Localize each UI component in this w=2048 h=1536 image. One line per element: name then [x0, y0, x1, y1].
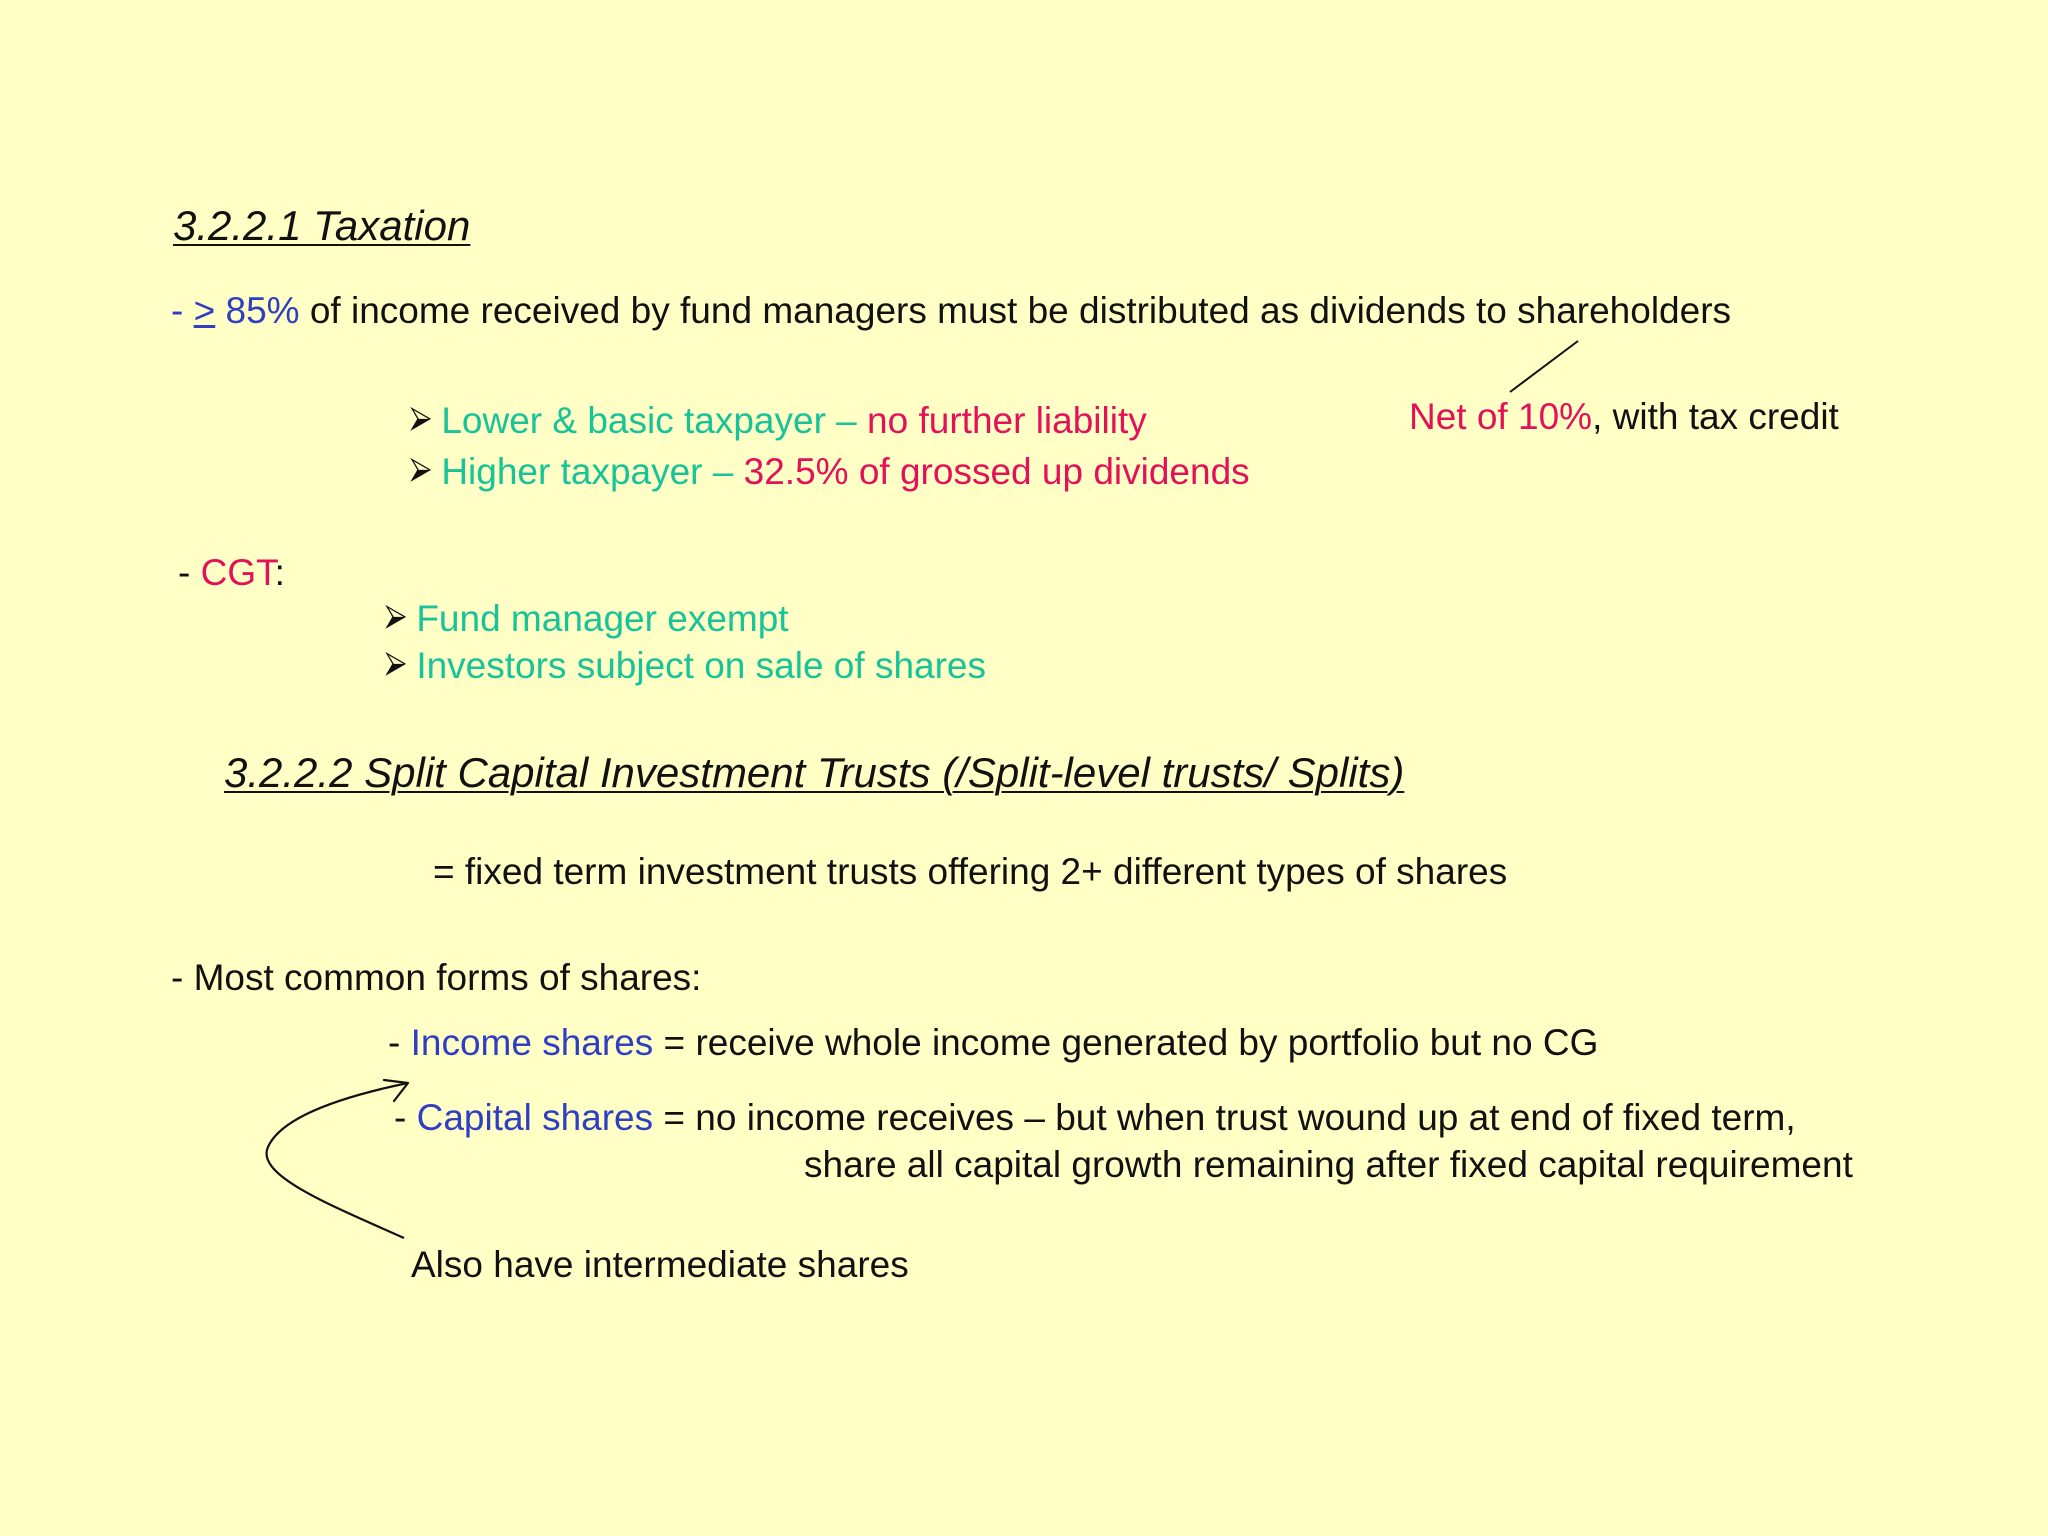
forms-label: - Most common forms of shares: — [171, 957, 702, 998]
annotation-pointer-line — [1510, 341, 1578, 392]
capital-shares-line-2: share all capital growth remaining after fixed capital requirement — [804, 1144, 1853, 1185]
dash: - — [171, 290, 194, 331]
bullet-sep: – — [825, 400, 868, 441]
capital-shares-sep: – — [1024, 1097, 1045, 1138]
annotation-highlight: Net of 10% — [1409, 396, 1593, 437]
bullet-label: Investors subject on sale of shares — [416, 645, 987, 686]
arrowhead-bullet-icon: ⮚ — [385, 599, 407, 632]
bullet-item — [385, 645, 986, 688]
section2-heading: 3.2.2.2 Split Capital Investment Trusts (/Split-level trusts/ Splits) — [224, 749, 1405, 796]
distribution-rule-text: of income received by fund managers must be distributed as dividends to shareholders — [299, 290, 1732, 331]
capital-shares-line — [394, 1097, 1796, 1140]
bullet-item — [410, 451, 1250, 494]
bullet-label: Lower & basic taxpayer — [441, 400, 826, 441]
definition: = fixed term investment trusts offering 2+ different types of shares — [433, 851, 1508, 892]
annotation-text: , with tax credit — [1592, 396, 1839, 437]
dash: - — [178, 552, 201, 593]
intermediate-shares-note: Also have intermediate shares — [411, 1244, 909, 1285]
capital-shares-text-2: but when trust wound up at end of fixed term, — [1044, 1097, 1796, 1138]
curved-arrow-icon — [267, 1080, 408, 1238]
dash: - — [394, 1097, 417, 1138]
bullet-value: 32.5% of grossed up dividends — [743, 451, 1250, 492]
bullet-label: Higher taxpayer — [441, 451, 703, 492]
bullet-label: Fund manager exempt — [416, 598, 789, 639]
bullet-sep: – — [702, 451, 744, 492]
cgt-label: CGT — [200, 552, 275, 593]
income-shares-text: = receive whole income generated by portfolio but no CG — [653, 1022, 1599, 1063]
distribution-rule — [171, 290, 1731, 333]
section1-heading: 3.2.2.1 Taxation — [173, 202, 471, 249]
arrowhead-bullet-icon: ⮚ — [410, 401, 432, 434]
arrowhead-bullet-icon: ⮚ — [385, 646, 407, 679]
ge-symbol: > — [193, 290, 216, 331]
dash: - — [388, 1022, 411, 1063]
tax-credit-annotation — [1409, 396, 1839, 439]
bullet-item — [385, 598, 789, 641]
bullet-value: no further liability — [867, 400, 1147, 441]
capital-shares-label: Capital shares — [416, 1097, 654, 1138]
cgt-heading — [178, 552, 285, 595]
colon: : — [274, 552, 285, 593]
income-shares-label: Income shares — [410, 1022, 654, 1063]
bullet-item — [410, 400, 1147, 443]
capital-shares-text: = no income receives — [653, 1097, 1025, 1138]
arrowhead-bullet-icon: ⮚ — [410, 452, 432, 485]
income-shares-line — [388, 1022, 1598, 1065]
percent-value: 85% — [215, 290, 300, 331]
